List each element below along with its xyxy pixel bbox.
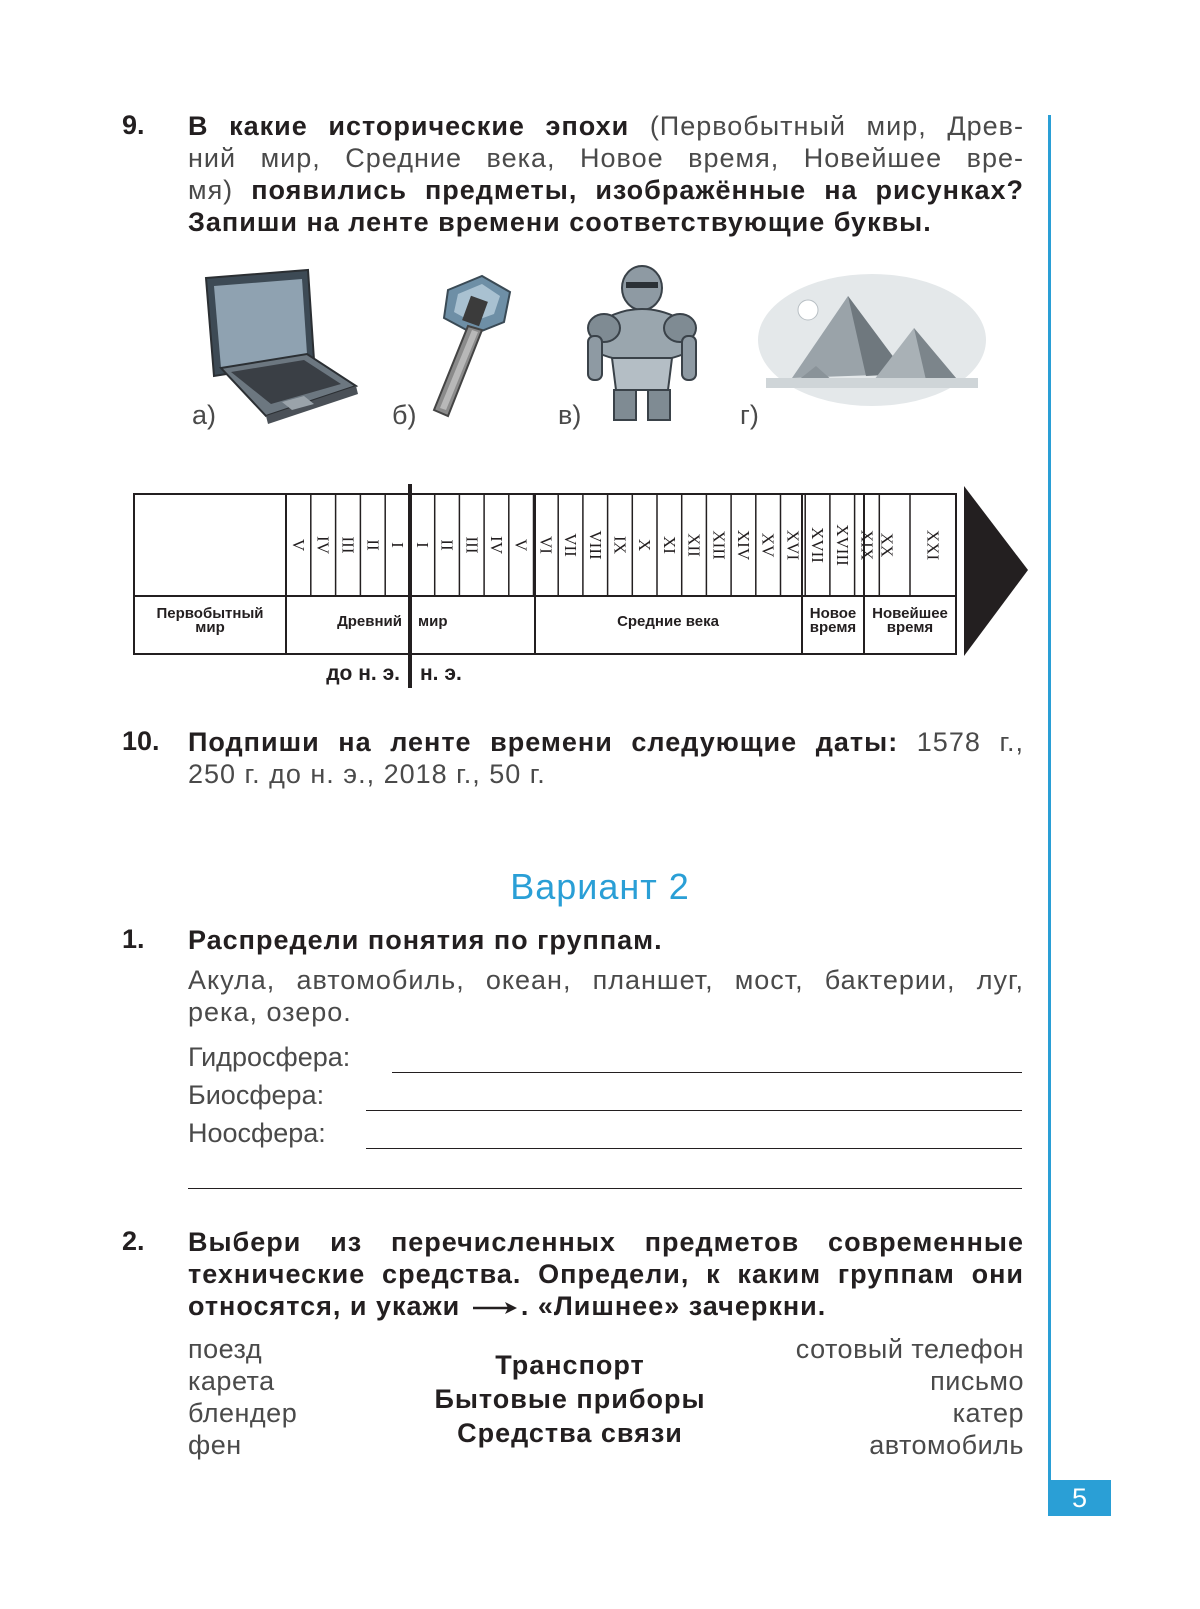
picture-c-label: в) bbox=[558, 400, 582, 430]
biosphere-answer-line[interactable] bbox=[366, 1110, 1022, 1111]
era-newest-time-line-2: время bbox=[886, 619, 934, 636]
extra-answer-line[interactable] bbox=[188, 1188, 1022, 1189]
left-word-4: фен bbox=[188, 1430, 242, 1460]
century-ad-xviii: XVIII bbox=[832, 524, 852, 566]
timeline bbox=[0, 460, 1200, 700]
century-ad-iv: IV bbox=[486, 536, 506, 554]
century-bc-v: V bbox=[288, 538, 308, 552]
century-ad-xv: XV bbox=[758, 532, 778, 558]
century-ad-xvi: XVI bbox=[783, 529, 803, 561]
left-word-2: карета bbox=[188, 1366, 275, 1396]
century-ad-xii: XII bbox=[684, 533, 704, 557]
ad-label: н. э. bbox=[420, 662, 462, 685]
picture-d-label: г) bbox=[740, 400, 759, 430]
task-10-number: 10. bbox=[122, 726, 160, 756]
task-2-line-1: Выбери из перечисленных предметов современные bbox=[188, 1227, 1024, 1257]
century-bc-iv: IV bbox=[313, 536, 333, 554]
task-1-number: 1. bbox=[122, 924, 145, 954]
era-ancient-right: мир bbox=[418, 613, 448, 630]
task-9-line-1: В какие исторические эпохи (Первобытный мир, Древ- bbox=[188, 111, 1024, 141]
task-2-number: 2. bbox=[122, 1226, 145, 1256]
century-ad-xvii: XVII bbox=[808, 527, 828, 563]
picture-b-label: б) bbox=[392, 400, 417, 430]
task-9-line-3: мя) появились предметы, изображённые на рисунках? bbox=[188, 175, 1024, 205]
century-ad-ii: II bbox=[437, 539, 457, 551]
right-word-3: катер bbox=[952, 1398, 1024, 1428]
arrow-right-icon bbox=[471, 1301, 519, 1315]
picture-a-label: а) bbox=[192, 400, 217, 430]
group-communication: Средства связи bbox=[457, 1418, 683, 1448]
era-middle-ages: Средние века bbox=[617, 613, 719, 630]
century-ad-x: X bbox=[635, 538, 655, 552]
era-primitive-line-1: Первобытный bbox=[156, 605, 264, 622]
century-ad-vii: VII bbox=[561, 533, 581, 557]
noosphere-label: Ноосфера: bbox=[188, 1118, 326, 1148]
century-bc-i: I bbox=[388, 542, 408, 548]
timeline-arrow-icon bbox=[964, 486, 1028, 656]
pyramids-icon bbox=[756, 270, 988, 408]
century-ad-ix: IX bbox=[610, 536, 630, 554]
century-bc-ii: II bbox=[363, 539, 383, 551]
variant-title: Вариант 2 bbox=[510, 866, 690, 907]
century-ad-xix: XIX bbox=[857, 529, 877, 561]
century-bc-iii: III bbox=[338, 536, 358, 554]
laptop-icon bbox=[196, 268, 364, 430]
century-ad-viii: VIII bbox=[585, 530, 605, 560]
left-word-1: поезд bbox=[188, 1334, 263, 1364]
knight-armor-icon bbox=[584, 262, 700, 422]
page-number: 5 bbox=[1048, 1480, 1111, 1516]
century-ad-i: I bbox=[412, 542, 432, 548]
task-2-line-2: технические средства. Определи, к каким группам они bbox=[188, 1259, 1024, 1289]
task-2-line-3: относятся, и укажи . «Лишнее» зачеркни. bbox=[188, 1291, 827, 1321]
era-newest-time-line-1: Новейшее bbox=[872, 605, 948, 622]
biosphere-label: Биосфера: bbox=[188, 1080, 325, 1110]
century-ad-v: V bbox=[511, 538, 531, 552]
century-ad-xiv: XIV bbox=[733, 529, 753, 561]
task-9-line-4: Запиши на ленте времени соответствующие буквы. bbox=[188, 207, 932, 237]
task-10-line-1: Подпиши на ленте времени следующие даты: 1578 г., bbox=[188, 727, 1024, 757]
century-ad-xi: XI bbox=[659, 536, 679, 554]
century-ad-xx: XX bbox=[877, 532, 897, 558]
task-10-line-2: 250 г. до н. э., 2018 г., 50 г. bbox=[188, 759, 546, 789]
task-9-number: 9. bbox=[122, 110, 145, 140]
right-word-4: автомобиль bbox=[869, 1430, 1024, 1460]
era-ancient-left: Древний bbox=[337, 613, 402, 630]
group-transport: Транспорт bbox=[495, 1350, 645, 1380]
century-ad-vi: VI bbox=[536, 536, 556, 554]
century-ad-xiii: XIII bbox=[709, 530, 729, 560]
hydrosphere-answer-line[interactable] bbox=[392, 1072, 1022, 1073]
page-margin-rule bbox=[1048, 115, 1051, 1513]
task-1-words-line-1: Акула, автомобиль, океан, планшет, мост, бактерии, луг, bbox=[188, 965, 1024, 995]
century-ad-xxi: XXI bbox=[923, 529, 943, 561]
task-1-instruction: Распредели понятия по группам. bbox=[188, 925, 663, 955]
noosphere-answer-line[interactable] bbox=[366, 1148, 1022, 1149]
century-ad-iii: III bbox=[462, 536, 482, 554]
era-primitive-line-2: мир bbox=[195, 619, 225, 636]
hydrosphere-label: Гидросфера: bbox=[188, 1042, 351, 1072]
bc-label: до н. э. bbox=[326, 662, 400, 685]
era-new-time-line-1: Новое bbox=[809, 605, 857, 622]
left-word-3: блендер bbox=[188, 1398, 298, 1428]
stone-hammer-icon bbox=[420, 270, 530, 430]
task-1-words-line-2: река, озеро. bbox=[188, 997, 352, 1027]
group-appliances: Бытовые приборы bbox=[434, 1384, 706, 1414]
task-9-line-2: ний мир, Средние века, Новое время, Новейшее вре- bbox=[188, 143, 1024, 173]
right-word-2: письмо bbox=[930, 1366, 1024, 1396]
era-new-time-line-2: время bbox=[809, 619, 857, 636]
right-word-1: сотовый телефон bbox=[795, 1334, 1024, 1364]
